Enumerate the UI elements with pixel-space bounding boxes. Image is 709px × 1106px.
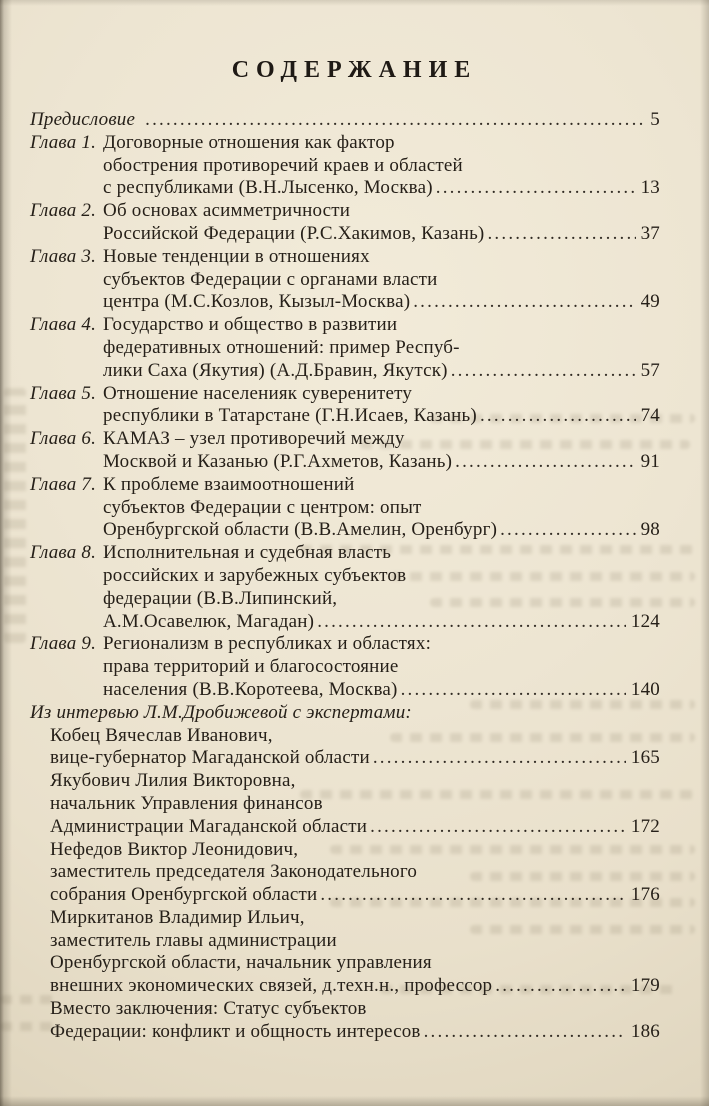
page-number: 98 <box>640 519 660 541</box>
toc-line <box>30 314 660 337</box>
entry-text: субъектов Федерации с органами власти <box>103 268 438 290</box>
page-number: 179 <box>630 975 660 997</box>
entry-text: федерации (В.В.Липинский, <box>103 587 338 609</box>
dot-leader <box>401 679 626 702</box>
toc-line <box>103 223 660 246</box>
page-number: 124 <box>630 610 660 632</box>
entry-text: вице-губернатор Магаданской области <box>50 747 370 769</box>
toc-line <box>30 246 660 269</box>
page-edge-shadow-left <box>0 0 12 1106</box>
toc-line <box>103 155 660 178</box>
entry-label: Глава 2. <box>30 200 97 222</box>
toc-line <box>103 565 660 588</box>
entry-label: Предисловие <box>30 109 136 130</box>
dot-leader <box>145 109 645 132</box>
entry-text: федеративных отношений: пример Респуб- <box>103 336 460 358</box>
entry-text: Договорные отношения как фактор <box>103 131 395 153</box>
dot-leader <box>451 360 636 383</box>
page-edge-shadow-right <box>700 0 709 1106</box>
entry-text: КАМАЗ – узел противоречий между <box>103 428 405 450</box>
entry-text: Якубович Лилия Викторовна, <box>50 770 296 792</box>
dot-leader <box>413 291 635 314</box>
toc-entry <box>30 907 660 998</box>
toc-line <box>50 793 660 816</box>
toc-line <box>103 497 660 520</box>
toc-entry <box>30 314 660 382</box>
toc-line <box>50 952 660 975</box>
toc-line <box>30 132 660 155</box>
entry-text: республики в Татарстане (Г.Н.Исаев, Казань) <box>103 405 477 427</box>
toc-line <box>50 770 660 793</box>
toc-list <box>30 109 660 1044</box>
toc-entry <box>30 839 660 907</box>
entry-text: Миркитанов Владимир Ильич, <box>50 906 305 928</box>
dot-leader <box>320 884 626 907</box>
entry-text: Федерации: конфликт и общность интересов <box>50 1020 421 1042</box>
entry-text: заместитель главы администрации <box>50 929 337 951</box>
entry-text: Отношение населенияк суверенитету <box>103 382 413 404</box>
toc-line <box>30 200 660 223</box>
toc-line <box>103 269 660 292</box>
dot-leader <box>487 223 635 246</box>
toc-line <box>50 725 660 748</box>
entry-label: Глава 9. <box>30 633 97 655</box>
toc-line <box>103 519 660 542</box>
page-number: 13 <box>640 177 660 199</box>
entry-label: Глава 5. <box>30 382 97 404</box>
entry-text: Государство и общество в развитии <box>103 314 398 336</box>
dot-leader <box>480 405 636 428</box>
page-number: 165 <box>630 747 660 769</box>
toc-line <box>103 679 660 702</box>
dot-leader <box>436 177 636 200</box>
toc-entry <box>30 998 660 1044</box>
page-edge-shadow-bottom <box>0 1096 709 1106</box>
entry-text: Москвой и Казанью (Р.Г.Ахметов, Казань) <box>103 450 453 472</box>
toc-line <box>103 611 660 634</box>
page-number: 49 <box>640 291 660 313</box>
dot-leader <box>317 611 626 634</box>
entry-text: субъектов Федерации с центром: опыт <box>103 496 422 518</box>
toc-line <box>50 884 660 907</box>
toc-line <box>103 588 660 611</box>
toc-line <box>50 998 660 1021</box>
entry-label: Глава 1. <box>30 131 97 153</box>
toc-line <box>103 177 660 200</box>
page-number: 91 <box>640 450 660 472</box>
entry-text: Кобец Вячеслав Иванович, <box>50 724 273 746</box>
entry-label: Из интервью Л.М.Дробижевой с экспертами: <box>30 701 412 723</box>
page-number: 176 <box>630 884 660 906</box>
entry-text: Исполнительная и судебная власть <box>103 542 392 564</box>
entry-text: лики Саха (Якутия) (А.Д.Бравин, Якутск) <box>103 359 448 381</box>
toc-entry <box>30 246 660 314</box>
entry-text: внешних экономических связей, д.техн.н., профессор <box>50 975 493 997</box>
toc-line <box>50 747 660 770</box>
dot-leader <box>455 451 635 474</box>
entry-label: Глава 3. <box>30 245 97 267</box>
toc-line <box>103 337 660 360</box>
dot-leader <box>424 1021 626 1044</box>
toc-line <box>30 474 660 497</box>
dot-leader <box>495 975 626 998</box>
toc-line <box>30 383 660 406</box>
toc-line <box>30 109 660 132</box>
page-number: 172 <box>630 815 660 837</box>
entry-text: Об основах асимметричности <box>103 200 351 222</box>
entry-text: К проблеме взаимоотношений <box>103 473 355 495</box>
toc-entry <box>30 383 660 429</box>
entry-text: населения (В.В.Коротеева, Москва) <box>103 678 398 700</box>
toc-line <box>50 816 660 839</box>
toc-entry <box>30 428 660 474</box>
page-number: 37 <box>640 222 660 244</box>
entry-text: Администрации Магаданской области <box>50 815 368 837</box>
entry-text: Российской Федерации (Р.С.Хакимов, Казань) <box>103 222 485 244</box>
toc-line <box>50 975 660 998</box>
entry-text: Оренбургской области (В.В.Амелин, Оренбург) <box>103 519 498 541</box>
toc-line <box>103 360 660 383</box>
page-number: 57 <box>640 359 660 381</box>
toc-entry <box>30 542 660 633</box>
page-number: 5 <box>650 109 660 130</box>
entry-text: Нефедов Виктор Леонидович, <box>50 838 299 860</box>
toc-line <box>50 907 660 930</box>
page-title: СОДЕРЖАНИЕ <box>231 57 478 83</box>
toc-line <box>30 542 660 565</box>
entry-text: Регионализм в республиках и областях: <box>103 633 432 655</box>
entry-text: обострения противоречий краев и областей <box>103 154 463 176</box>
toc-line <box>50 861 660 884</box>
entry-text: начальник Управления финансов <box>50 792 323 814</box>
toc-entry <box>30 474 660 542</box>
entry-label: Глава 6. <box>30 428 97 450</box>
page-number: 140 <box>630 678 660 700</box>
entry-text: центра (М.С.Козлов, Кызыл-Москва) <box>103 291 411 313</box>
dot-leader <box>500 519 636 542</box>
entry-text: заместитель председателя Законодательного <box>50 861 418 883</box>
entry-label: Глава 7. <box>30 473 97 495</box>
entry-text: Новые тенденции в отношениях <box>103 245 370 267</box>
toc-line <box>30 633 660 656</box>
entry-text: права территорий и благосостояние <box>103 656 399 678</box>
entry-label: Глава 4. <box>30 314 97 336</box>
toc-entry <box>30 770 660 838</box>
dot-leader <box>370 816 626 839</box>
toc-line <box>50 930 660 953</box>
toc-line <box>103 291 660 314</box>
page-number: 186 <box>630 1020 660 1042</box>
entry-text: А.М.Осавелюк, Магадан) <box>103 610 315 632</box>
toc-line <box>103 405 660 428</box>
page-edge-shadow-top <box>0 0 709 6</box>
entry-label: Глава 8. <box>30 542 97 564</box>
toc-line <box>103 451 660 474</box>
toc-entry <box>30 633 660 701</box>
toc-line <box>103 656 660 679</box>
entry-text: российских и зарубежных субъектов <box>103 564 407 586</box>
entry-text: Оренбургской области, начальник управления <box>50 952 432 974</box>
toc-line <box>30 428 660 451</box>
toc-line <box>50 839 660 862</box>
toc-entry <box>30 109 660 132</box>
entry-text: Вместо заключения: Статус субъектов <box>50 998 367 1020</box>
toc-line <box>50 1021 660 1044</box>
entry-text: собрания Оренбургской области <box>50 884 318 906</box>
page-number: 74 <box>640 405 660 427</box>
toc-entry <box>30 200 660 246</box>
entry-text: с республиками (В.Н.Лысенко, Москва) <box>103 177 433 199</box>
dot-leader <box>373 747 626 770</box>
toc-entry <box>30 702 660 725</box>
toc-entry <box>30 725 660 771</box>
toc-line <box>30 702 660 725</box>
toc-entry <box>30 132 660 200</box>
